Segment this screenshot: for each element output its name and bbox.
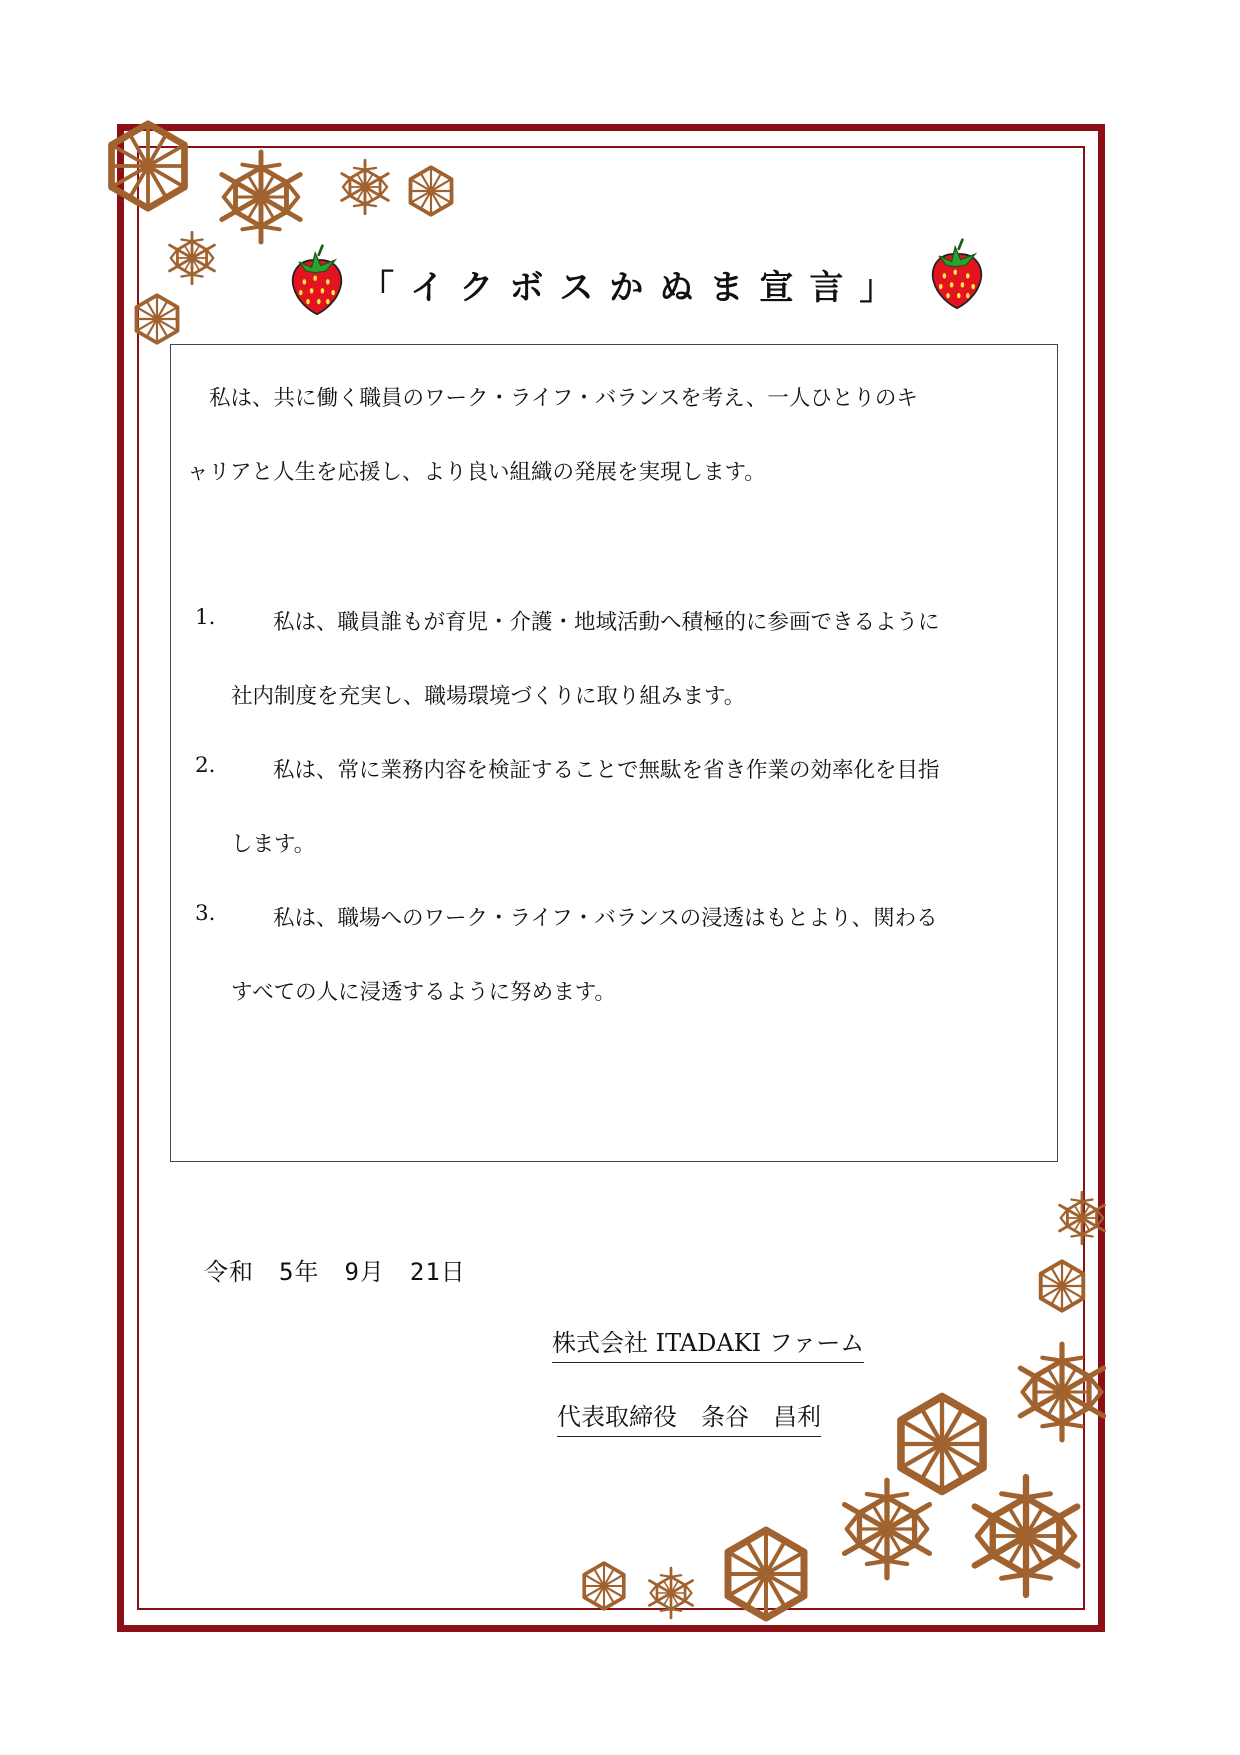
item-text: 社内制度を充実し、職場環境づくりに取り組みます。 — [231, 684, 746, 709]
asanoha-icon — [1034, 1258, 1090, 1314]
item-text: 私は、常に業務内容を検証することで無駄を省き作業の効率化を目指 — [273, 758, 940, 783]
strawberry-icon — [924, 238, 990, 310]
item-text: 私は、職場へのワーク・ライフ・バランスの浸透はもとより、関わる — [273, 906, 938, 931]
item-number: 3. — [195, 901, 216, 926]
declaration-box — [170, 344, 1058, 1162]
asanoha-icon — [962, 1472, 1090, 1600]
asanoha-icon — [100, 118, 196, 214]
company-name: 株式会社 ITADAKI ファーム — [552, 1323, 864, 1363]
asanoha-icon — [644, 1566, 698, 1620]
asanoha-icon — [834, 1476, 940, 1582]
representative-name: 代表取締役 条谷 昌利 — [557, 1397, 821, 1437]
item-text: します。 — [231, 832, 316, 857]
declaration-date: 令和 5年 9月 21日 — [204, 1258, 466, 1286]
asanoha-icon — [336, 158, 394, 216]
asanoha-icon — [716, 1524, 816, 1624]
strawberry-icon — [284, 244, 350, 316]
asanoha-icon — [130, 292, 184, 346]
intro-line: ャリアと人生を応援し、より良い組織の発展を実現します。 — [187, 460, 766, 485]
item-text: すべての人に浸透するように努めます。 — [231, 980, 616, 1005]
document-title: 「イクボスかぬま宣言」 — [360, 268, 910, 308]
item-text: 私は、職員誰もが育児・介護・地域活動へ積極的に参画できるように — [273, 610, 940, 635]
asanoha-icon — [1054, 1190, 1110, 1246]
asanoha-icon — [404, 164, 458, 218]
asanoha-icon — [212, 148, 310, 246]
item-number: 1. — [195, 605, 216, 630]
item-number: 2. — [195, 753, 216, 778]
asanoha-icon — [164, 230, 220, 286]
intro-line: 私は、共に働く職員のワーク・ライフ・バランスを考え、一人ひとりのキ — [209, 386, 918, 411]
asanoha-icon — [578, 1560, 630, 1612]
asanoha-icon — [1010, 1340, 1114, 1444]
